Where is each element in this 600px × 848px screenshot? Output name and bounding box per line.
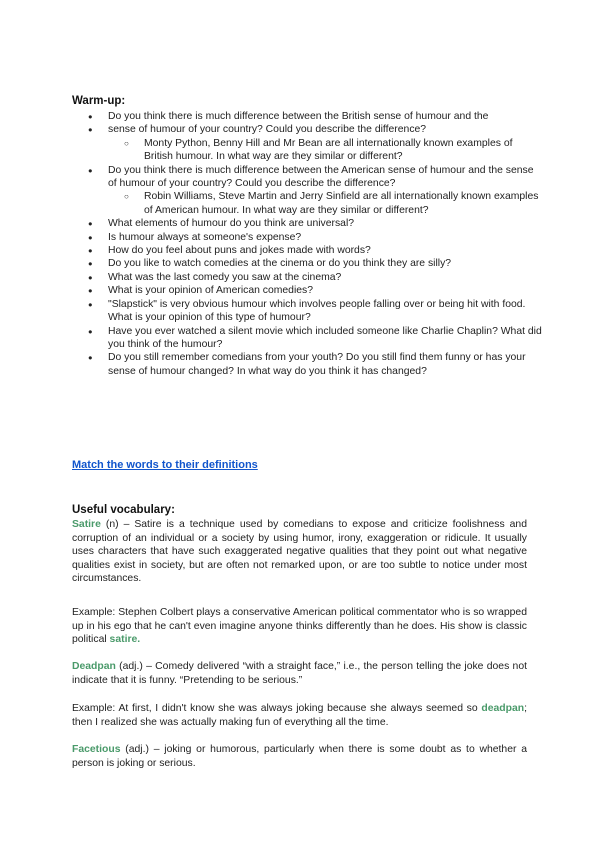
facetious-term: Facetious — [72, 744, 121, 755]
sub-list — [108, 190, 542, 217]
list-item: ● Do you think there is much difference between the British sense of humour and the — [72, 110, 542, 123]
deadpan-definition: Deadpan (adj.) – Comedy delivered “with a straight face,” i.e., the person telling the joke does not indicate that it is funny. “Pretending to be serious.” — [72, 661, 527, 686]
vocabulary-heading: Useful vocabulary: — [72, 504, 175, 516]
facetious-definition: Facetious (adj.) – joking or humorous, particularly when there is some doubt as to whether a person is joking or serious. — [72, 744, 527, 769]
list-item: ● sense of humour of your country? Could you describe the difference? ○ Monty Python, Benny Hill and Mr Bean are all internationally known examples of British humour. In what way are they similar or different? — [72, 123, 542, 163]
list-item: ● "Slapstick" is very obvious humour which involves people falling over or being hit with food. What is your opinion of this type of humour? — [72, 298, 542, 325]
deadpan-example-term: deadpan — [481, 703, 525, 714]
deadpan-example: Example: At first, I didn't know she was always joking because she always seemed so deadpan; then I realized she was actually making fun of everything all the time. — [72, 703, 527, 728]
satire-example: Example: Stephen Colbert plays a conservative American political commentator who is so wrapped up in his ego that he can't even imagine anyone thinks differently than he does. His show is classic political satire. — [72, 607, 527, 646]
list-item: ● What elements of humour do you think are universal? — [72, 217, 542, 230]
satire-definition: Satire (n) – Satire is a technique used by comedians to expose and criticize foolishness and corruption of an individual or a society by using humor, irony, exaggeration or ridicule. It usually uses characters that have such exaggerated negative qualities that they point out what negative qualities exist in society, but are often not remarked upon, or are too subtle to notice under most circumstances. — [72, 519, 527, 585]
deadpan-term: Deadpan — [72, 661, 116, 672]
sub-list-item: ○ Monty Python, Benny Hill and Mr Bean are all internationally known examples of British humour. In what way are they similar or different? — [108, 137, 542, 164]
list-item: ● What was the last comedy you saw at the cinema? — [72, 271, 542, 284]
list-item: ● What is your opinion of American comedies? — [72, 284, 542, 297]
list-item: ● Is humour always at someone's expense? — [72, 231, 542, 244]
sub-list — [108, 137, 542, 164]
sub-list-item: ○ Robin Williams, Steve Martin and Jerry Sinfield are all internationally known examples of American humour. In what way are they similar or different? — [108, 190, 542, 217]
satire-term: Satire — [72, 519, 101, 530]
warmup-question-list — [72, 110, 542, 378]
list-item: ● Do you think there is much difference between the American sense of humour and the sense of humour of your country? Could you describe the difference? ○ Robin Williams, Steve Martin and Jerry Sinfield are all internationally known examples of American humour. In what way are they similar or different? — [72, 164, 542, 218]
satire-example-term: satire. — [109, 634, 141, 646]
match-definitions-link[interactable]: Match the words to their definitions — [72, 459, 258, 471]
list-item: ● Do you like to watch comedies at the cinema or do you think they are silly? — [72, 257, 542, 270]
list-item: ● Do you still remember comedians from your youth? Do you still find them funny or has your sense of humour changed? In what way do you think it has changed? — [72, 351, 542, 378]
warmup-heading: Warm-up: — [72, 95, 126, 107]
list-item: ● Have you ever watched a silent movie which included someone like Charlie Chaplin? What did you think of the humour? — [72, 325, 542, 352]
list-item: ● How do you feel about puns and jokes made with words? — [72, 244, 542, 257]
